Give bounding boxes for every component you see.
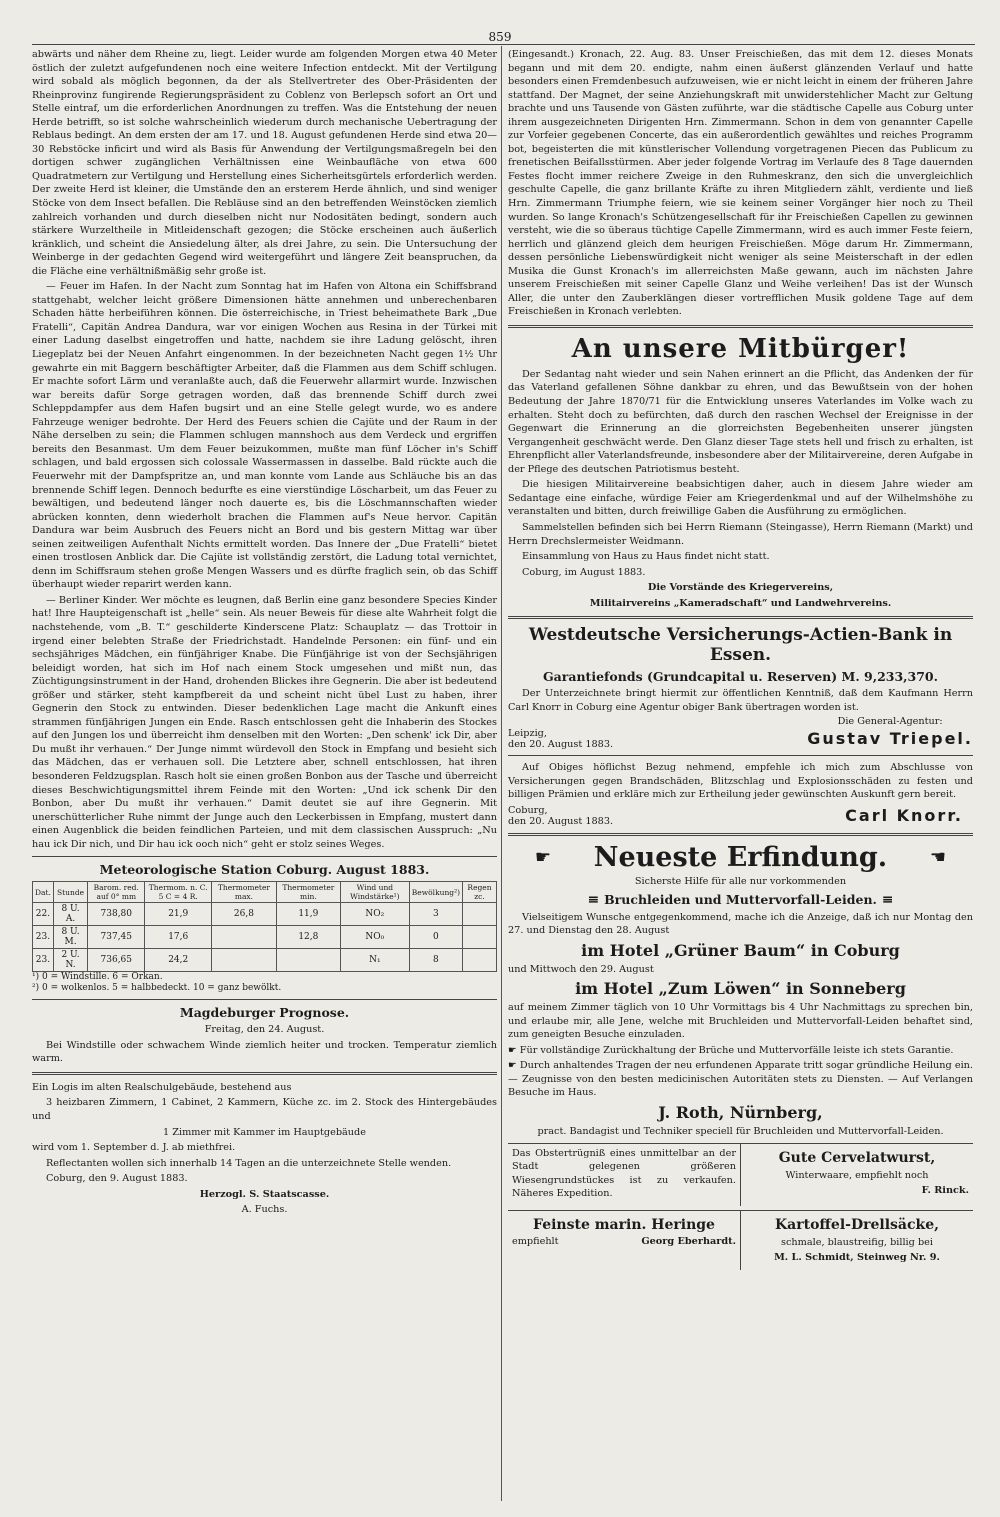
- logis-line-2: 3 heizbaren Zimmern, 1 Cabinet, 2 Kammern, Küche zc. im 2. Stock des Hintergebäudes und: [32, 1097, 497, 1122]
- knorr-place-date: [508, 805, 613, 827]
- meteo-header: Thermometer min.: [276, 882, 340, 903]
- bank-title: Westdeutsche Versicherungs-Actien-Bank in Essen.: [528, 625, 953, 666]
- meteo-title: Meteorologische Station Coburg. August 1883.: [99, 862, 430, 878]
- column-divider: [501, 46, 502, 1501]
- knorr-place: Coburg,: [508, 804, 548, 816]
- table-cell: [212, 949, 277, 972]
- obst-ad: [508, 1144, 740, 1206]
- table-cell: [463, 926, 497, 949]
- logis-line-4: wird vom 1. September d. J. ab miethfrei.: [32, 1142, 236, 1154]
- heringe-signature: Georg Eberhardt.: [641, 1235, 736, 1247]
- kronach-article: (Eingesandt.) Kronach, 22. Aug. 83. Unser Freischießen, das mit dem 12. dieses Monats begann und mit dem 20. endigte, nahm einen äußerst glänzenden Verlauf und hatte besonders einen Fremdenbesuch aufzuweisen, wie er nicht leicht in einem der früheren Jahre stattfand. Der Magnet, der seine Anziehungskraft mit unwiderstehlicher Macht zur Geltung brachte und uns Tausende von Gästen zuführte, war die städtische Capelle aus Coburg unter ihrem ausgezeichneten Dirigenten Hrn. Zimmermann. Schon in dem von genannter Capelle zur Vorfeier gegebenen Concerte, das ein außerordentlich gewähltes und reiches Programm bot, begeisterten die mit künstlerischer Vollendung vorgetragenen Piecen das Publicum zu frenetischen Beifallsstürmen. Aber jeder folgende Vortrag im Verlaufe des 8 Tage dauernden Festes flocht immer reichere Zweige in den Ruhmeskranz, den sich die unvergleichlich geschulte Capelle, die ganz brillante Kräfte zu ihren Mitgliedern zählt, verdiente und ließ Hrn. Zimmermann Triumphe feiern, wie sie keinem seiner Vorgänger hier noch zu Theil wurden. So lange Kronach's Schützengesellschaft für ihr Freischießen Capellen zu gewinnen versteht, wie die so überaus tüchtige Capelle Zimmermann, wird es auch immer Feste feiern, herrlich und glänzend gleich dem heurigen Freischießen. Möge darum Hr. Zimmermann, dessen persönliche Liebenswürdigkeit nicht weniger als seine Meisterschaft in der edlen Musika die Gunst Kronach's im allerreichsten Maße gewann, auch im nächsten Jahre unserem Freischießen mit seiner Capelle Glanz und Weihe verleihen! Das ist der Wunsch Aller, die unter den Zauberklängen dieser vortrefflichen Musik goldene Tage auf dem Freischießen in Kronach verlebten.: [508, 49, 973, 318]
- logis-line-3: 1 Zimmer mit Kammer im Hauptgebäude: [163, 1126, 366, 1138]
- table-cell: 11,9: [276, 903, 340, 926]
- page-number: 859: [488, 30, 512, 44]
- logis-line-1: Ein Logis im alten Realschulgebäude, bestehend aus: [32, 1081, 292, 1093]
- table-cell: 17,6: [145, 926, 212, 949]
- kartoffel-ad: [740, 1211, 973, 1270]
- table-cell: 0: [409, 926, 462, 949]
- neueste-para-4-text: Durch anhaltendes Tragen der neu erfundenen Apparate tritt sogar gründliche Heilung ein. — Zeugnisse von den besten medicinischen Autoritäten stets zu Diensten. — Auf Verlangen Besuche im Haus.: [508, 1060, 974, 1099]
- neueste-title: Neueste Erfindung.: [593, 841, 888, 873]
- table-cell: [463, 903, 497, 926]
- table-cell: 21,9: [145, 903, 212, 926]
- neueste-hotel-sonneberg: im Hotel „Zum Löwen“ in Sonneberg: [575, 979, 906, 999]
- logis-date: Coburg, den 9. August 1883.: [46, 1173, 188, 1185]
- meteo-note-clouds: ²) 0 = wolkenlos. 5 = halbbedeckt. 10 = ganz bewölkt.: [32, 983, 282, 994]
- kartoffel-title: Kartoffel-Drellsäcke,: [775, 1216, 939, 1233]
- neueste-para-2: auf meinem Zimmer täglich von 10 Uhr Vormittags bis 4 Uhr Nachmittags zu sprechen bin, und erlaube mir, alle Jene, welche mit Bruchleiden und Muttervorfall-Leiden behaftet sind, zum geneigten Besuche einzuladen.: [508, 1002, 973, 1041]
- table-cell: 23.: [33, 926, 54, 949]
- table-row: [33, 926, 497, 949]
- meteo-note-wind: ¹) 0 = Windstille. 6 = Orkan.: [32, 972, 163, 983]
- left-column: [32, 48, 497, 1219]
- prognose-date: Freitag, den 24. August.: [204, 1024, 325, 1036]
- table-cell: 3: [409, 903, 462, 926]
- meteo-header: Thermom. n. C. 5 C = 4 R.: [145, 882, 212, 903]
- mitbuerger-title: An unsere Mitbürger!: [571, 333, 910, 364]
- neueste-header: [508, 842, 973, 873]
- header-rule: [32, 44, 975, 45]
- mitbuerger-para-4: Einsammlung von Haus zu Haus findet nicht statt.: [522, 551, 770, 563]
- table-cell: 26,8: [212, 903, 277, 926]
- table-cell: 8 U. A.: [53, 903, 87, 926]
- kartoffel-text: schmale, blaustreifig, billig bei: [781, 1236, 933, 1248]
- table-row: [33, 903, 497, 926]
- meteo-header: Wind und Windstärke¹): [340, 882, 409, 903]
- meteo-table: [32, 881, 497, 972]
- table-cell: 12,8: [276, 926, 340, 949]
- table-cell: [212, 926, 277, 949]
- mitbuerger-signature-2: Militairvereins „Kameradschaft“ und Landwehrvereins.: [589, 597, 892, 609]
- neueste-para-3-text: Für vollständige Zurückhaltung der Brüche und Muttervorfälle leiste ich stets Garantie.: [519, 1044, 954, 1056]
- prognose-title: Magdeburger Prognose.: [179, 1005, 350, 1021]
- neueste-subtitle: Sicherste Hilfe für alle nur vorkommenden: [634, 875, 847, 887]
- table-cell: N₁: [340, 949, 409, 972]
- pointing-hand-right-icon: ☛: [534, 846, 552, 868]
- neueste-para-4: [508, 1059, 973, 1100]
- knorr-signature-row: [508, 804, 973, 827]
- meteo-header: Barom. red. auf 0° mm: [88, 882, 145, 903]
- prognose-text: Bei Windstille oder schwachem Winde ziemlich heiter und trocken. Temperatur ziemlich warm.: [32, 1039, 497, 1065]
- small-ads-row-1: [508, 1143, 973, 1206]
- bank-agent-label: Die General-Agentur:: [837, 716, 943, 728]
- table-cell: 2 U. N.: [53, 949, 87, 972]
- divider: [32, 999, 497, 1000]
- reblaus-article: abwärts und näher dem Rheine zu, liegt. Leider wurde am folgenden Morgen etwa 40 Meter östlich der zuletzt aufgefundenen noch eine weitere Infection entdeckt. Mit der Vertilgung wird sobald als möglich begonnen, da der als Stellvertreter des Ober-Präsidenten der Rheinprovinz fungirende Regierungspräsident zu Coblenz von Berlepsch sofort an Ort und Stelle eintraf, um die erforderlichen Anordnungen zu treffen. Was die Entstehung der neuen Herde betrifft, so ist solche wahrscheinlich wiederum durch mechanische Uebertragung der Reblaus bedingt. An dem ersten der am 17. und 18. August gefundenen Herde sind etwa 20—30 Rebstöcke inficirt und wird als Basis für Anwendung der Vertilgungsmaßregeln bei den dortigen schwer zugänglichen Verhältnissen eine Weinbaufläche von etwa 600 Quadratmetern zur Vertilgung und Herstellung eines Sicherheitsgürtels erforderlich werden. Der zweite Herd ist kleiner, die Umstände den an ersterem Herde ähnlich, und sind weniger Stöcke von dem Insect befallen. Die Rebläuse sind an den betreffenden Weinstöcken ziemlich zahlreich vorhanden und durch dieselben nicht nur Nodositäten bedingt, sondern auch stärkere Wurzeltheile in Mitleidenschaft gezogen; die Stöcke erscheinen auch äußerlich kränklich, und scheint die Ansiedelung älter, als drei Jahre, zu sein. Die Untersuchung der Weinberge in der gedachten Gegend wird weitergeführt und längere Zeit beanspruchen, da die Fläche eine verhältnißmäßig sehr große ist.: [32, 49, 497, 277]
- logis-signature-name: A. Fuchs.: [241, 1204, 288, 1216]
- neueste-role: pract. Bandagist und Techniker speciell für Bruchleiden und Muttervorfall-Leiden.: [537, 1125, 944, 1137]
- mitbuerger-date: Coburg, im August 1883.: [522, 566, 646, 578]
- neueste-mid: und Mittwoch den 29. August: [508, 963, 654, 975]
- kartoffel-signature: M. L. Schmidt, Steinweg Nr. 9.: [774, 1252, 940, 1264]
- mitbuerger-para-3: Sammelstellen befinden sich bei Herrn Riemann (Steingasse), Herrn Riemann (Markt) und Herrn Drechslermeister Weidmann.: [508, 521, 973, 547]
- bars-left-icon: ≡: [587, 891, 605, 908]
- divider: [32, 856, 497, 857]
- fire-article: — Feuer im Hafen. In der Nacht zum Sonntag hat im Hafen von Altona ein Schiffsbrand stattgehabt, welcher leicht größere Dimensionen hätte annehmen und unberechenbaren Schaden hätte herbeiführen können. Die österreichische, in Triest beheimathete Bark „Due Fratelli“, Capitän Andrea Dandura, war vor einigen Wochen aus Resina in der Türkei mit einer Ladung daselbst eingetroffen und hatte, nachdem sie ihre Ladung gelöscht, ihren Liegeplatz bei der Neuen Anfahrt eingenommen. In der bezeichneten Nacht gegen 1½ Uhr gewahrte ein mit Baggern beschäftigter Arbeiter, daß die Flammen aus dem Schiff schlugen. Er machte sofort Lärm und veranlaßte auch, daß die Feuerwehr allarmirt wurde. Inzwischen war bereits dafür Sorge getragen worden, daß das brennende Schiff durch zwei Schleppdampfer aus dem Hafen bugsirt und an eine Stelle gelegt wurde, wo es andere Fahrzeuge weniger bedrohte. Der Herd des Feuers schien die Cajüte und der Raum in der Nähe derselben zu sein; die Flammen schlugen mannshoch aus dem Verdeck und ergriffen bereits den Besanmast. Um dem Feuer beizukommen, mußte man fünf Löcher in's Schiff schlagen, und bald ergossen sich colossale Wassermassen in dasselbe. Bald rückte auch die Feuerwehr mit der Dampfspritze an, und man konnte vom Lande aus Schläuche bis an das brennende Schiff legen. Dennoch bedurfte es eine vierstündige Löscharbeit, um das Feuer zu bewältigen, und bedeutend länger noch dauerte es, bis die Löschmannschaften wieder abrücken konnten, denn wiederholt brachen die Flammen auf's Neue hervor. Capitän Dandura war beim Ausbruch des Feuers nicht an Bord und bis gestern Mittag war über seinen zeitweiligen Aufenthalt Nichts ermittelt worden. Das Innere der „Due Fratelli“ bietet einen trostlosen Anblick dar. Die Cajüte ist vollständig zerstört, die Ladung total vernichtet, denn im Schiffsraum stehen große Mengen Wassers und es dürfte fraglich sein, ob das Schiff überhaupt wieder reparirt werden kann.: [32, 281, 497, 591]
- meteo-header: Thermometer max.: [212, 882, 277, 903]
- meteo-header: Stunde: [53, 882, 87, 903]
- table-cell: NO₂: [340, 903, 409, 926]
- table-cell: 737,45: [88, 926, 145, 949]
- knorr-name: Carl Knorr.: [845, 805, 963, 825]
- heringe-row: [512, 1236, 736, 1247]
- knorr-date: den 20. August 1883.: [508, 815, 614, 827]
- cervelat-title: Gute Cervelatwurst,: [778, 1149, 936, 1166]
- divider: [508, 616, 973, 619]
- meteo-header: Bewölkung²): [409, 882, 462, 903]
- right-column: [508, 48, 973, 1270]
- cervelat-ad: [740, 1144, 973, 1206]
- table-cell: [276, 949, 340, 972]
- table-cell: 8 U. M.: [53, 926, 87, 949]
- neueste-name: J. Roth, Nürnberg,: [658, 1102, 823, 1122]
- bank-subtitle: Garantiefonds (Grundcapital u. Reserven) M. 9,233,370.: [543, 669, 938, 685]
- meteo-header: Regen zc.: [463, 882, 497, 903]
- bank-place-date: [508, 728, 613, 750]
- logis-signature: Herzogl. S. Staatscasse.: [199, 1188, 330, 1200]
- table-cell: 22.: [33, 903, 54, 926]
- table-cell: [463, 949, 497, 972]
- divider: [508, 755, 973, 756]
- mitbuerger-signature-1: Die Vorstände des Kriegervereins,: [647, 582, 834, 594]
- cervelat-text: Winterwaare, empfiehlt noch: [785, 1169, 929, 1181]
- meteo-header-row: [33, 882, 497, 903]
- bank-signature-row: [508, 716, 973, 750]
- heringe-title: Feinste marin. Heringe: [533, 1216, 715, 1233]
- small-ads-row-2: [508, 1210, 973, 1270]
- bars-right-icon: ≡: [876, 891, 894, 908]
- berlin-children-article: — Berliner Kinder. Wer möchte es leugnen, daß Berlin eine ganz besondere Species Kinder hat! Ihre Haupteigenschaft ist „helle“ sein. Als neuer Beweis für diese alte Wahrheit folgt die nachstehende, vom „B. T.“ geschilderte Kinderscene Platz: Schauplatz — das Trottoir in irgend einer belebten Straße der Friedrichstadt. Handelnde Personen: ein fünf- und ein sechsjähriges Mädchen, ein fünfjähriger Knabe. Die Fünfjährige ist von der Sechsjährigen beleidigt worden, hat sich im Hof nach einem Stock umgesehen und mißt nun, das Züchtigungsinstrument in der Hand, drohenden Blickes ihre Gegnerin. Die aber ist bedeutend größer und stärker, steht kampfbereit da und scheint nicht übel Lust zu haben, ihrer Gegnerin den Stock zu entwinden. Dieser bedenklichen Lage macht die Ankunft eines strammen fünfjährigen Jungen ein Ende. Rasch entschlossen geht die Inhaberin des Stockes auf den Jungen los und überreicht ihm denselben mit den Worten: „Den schenk' ick Dir, aber Du mußt ihr verhauen.“ Der Junge nimmt würdevoll den Stock in Empfang und besieht sich das Mädchen, das er verhauen soll. Die Letztere aber, schnell entschlossen, hat ihren besonderen Feldzugsplan. Rasch holt sie einen großen Bonbon aus der Tasche und überreicht dieses Beschwichtigungsmittel ihrem Feinde mit den Worten: „Und ick schenk Dir den Bonbon, aber Du mußt ihr verhauen.“ Damit deutet sie auf ihre Gegnerin. Mit unerschütterlicher Ruhe nimmt der Junge auch den Leckerbissen in Empfang, mustert dann einen Augenblick die beiden feindlichen Parteien, und mit dem classischen Ausspruch: „Nu hau ick Dir nich, und Dir hau ick ooch nich“ geht er stolz seines Weges.: [32, 594, 497, 850]
- heringe-ad: [508, 1211, 740, 1270]
- table-cell: 736,65: [88, 949, 145, 972]
- obst-text: Das Obstertrügniß eines unmittelbar an der Stadt gelegenen größeren Wiesengrundstückes ist zu verkaufen. Näheres Expedition.: [512, 1147, 736, 1200]
- neueste-heading-text: Bruchleiden und Muttervorfall-Leiden.: [604, 891, 877, 907]
- neueste-para-3: [508, 1044, 973, 1058]
- knorr-text: Auf Obiges höflichst Bezug nehmend, empfehle ich mich zum Abschlusse von Versicherungen gegen Brandschäden, Blitzschlag und Explosionsschäden zu festen und billigen Prämien und erkläre mich zur Ertheilung jeder gewünschten Auskunft gern bereit.: [508, 762, 973, 801]
- table-cell: 23.: [33, 949, 54, 972]
- cervelat-signature: F. Rinck.: [921, 1185, 969, 1197]
- table-row: [33, 949, 497, 972]
- divider: [508, 833, 973, 836]
- bank-agent: [807, 716, 973, 750]
- table-cell: 738,80: [88, 903, 145, 926]
- neueste-hotel-coburg: im Hotel „Grüner Baum“ in Coburg: [581, 940, 900, 960]
- table-cell: 8: [409, 949, 462, 972]
- bank-date: den 20. August 1883.: [508, 739, 614, 751]
- heringe-text: empfiehlt: [512, 1235, 559, 1247]
- pointing-hand-left-icon: ☚: [929, 846, 947, 868]
- neueste-para-1: Vielseitigem Wunsche entgegenkommend, mache ich die Anzeige, daß ich nur Montag den 27. und Dienstag den 28. August: [508, 911, 973, 937]
- mitbuerger-para-1: Der Sedantag naht wieder und sein Nahen erinnert an die Pflicht, das Andenken der für das Vaterland gefallenen Söhne dankbar zu ehren, und das Bewußtsein von der hohen Bedeutung der Jahre 1870/71 für die Entwicklung unseres Vaterlandes im Volke wach zu erhalten. Steht doch zu befürchten, daß durch den raschen Wechsel der Ereignisse in der Gegenwart die Erinnerung an die glorreichsten Begebenheiten unserer jüngsten Vergangenheit geschwächt werde. Den Glanz dieser Tage stets hell und frisch zu erhalten, ist Ehrenpflicht aller Vaterlandsfreunde, insbesondere aber der Militairvereine, deren Aufgabe in der Pflege des deutschen Patriotismus besteht.: [508, 368, 973, 475]
- divider: [32, 1072, 497, 1075]
- table-cell: NO₀: [340, 926, 409, 949]
- logis-line-5: Reflectanten wollen sich innerhalb 14 Tagen an die unterzeichnete Stelle wenden.: [46, 1157, 452, 1169]
- pointing-hand-icon: ☛: [508, 1044, 520, 1056]
- bank-text: Der Unterzeichnete bringt hiermit zur öffentlichen Kenntniß, daß dem Kaufmann Herrn Carl Knorr in Coburg eine Agentur obiger Bank übertragen worden ist.: [508, 688, 973, 713]
- pointing-hand-icon: ☛: [508, 1060, 520, 1072]
- table-cell: 24,2: [145, 949, 212, 972]
- meteo-header: Dat.: [33, 882, 54, 903]
- neueste-heading: [508, 892, 973, 908]
- bank-place: Leipzig,: [508, 728, 547, 740]
- mitbuerger-para-2: Die hiesigen Militairvereine beabsichtigen daher, auch in diesem Jahre wieder am Sedantage eine einfache, würdige Feier am Kriegerdenkmal und auf der Wilhelmshöhe zu veranstalten und bitten, durch freiwillige Gaben die Ausführung zu ermöglichen.: [508, 479, 973, 518]
- bank-agent-name: Gustav Triepel.: [807, 729, 973, 749]
- divider: [508, 325, 973, 328]
